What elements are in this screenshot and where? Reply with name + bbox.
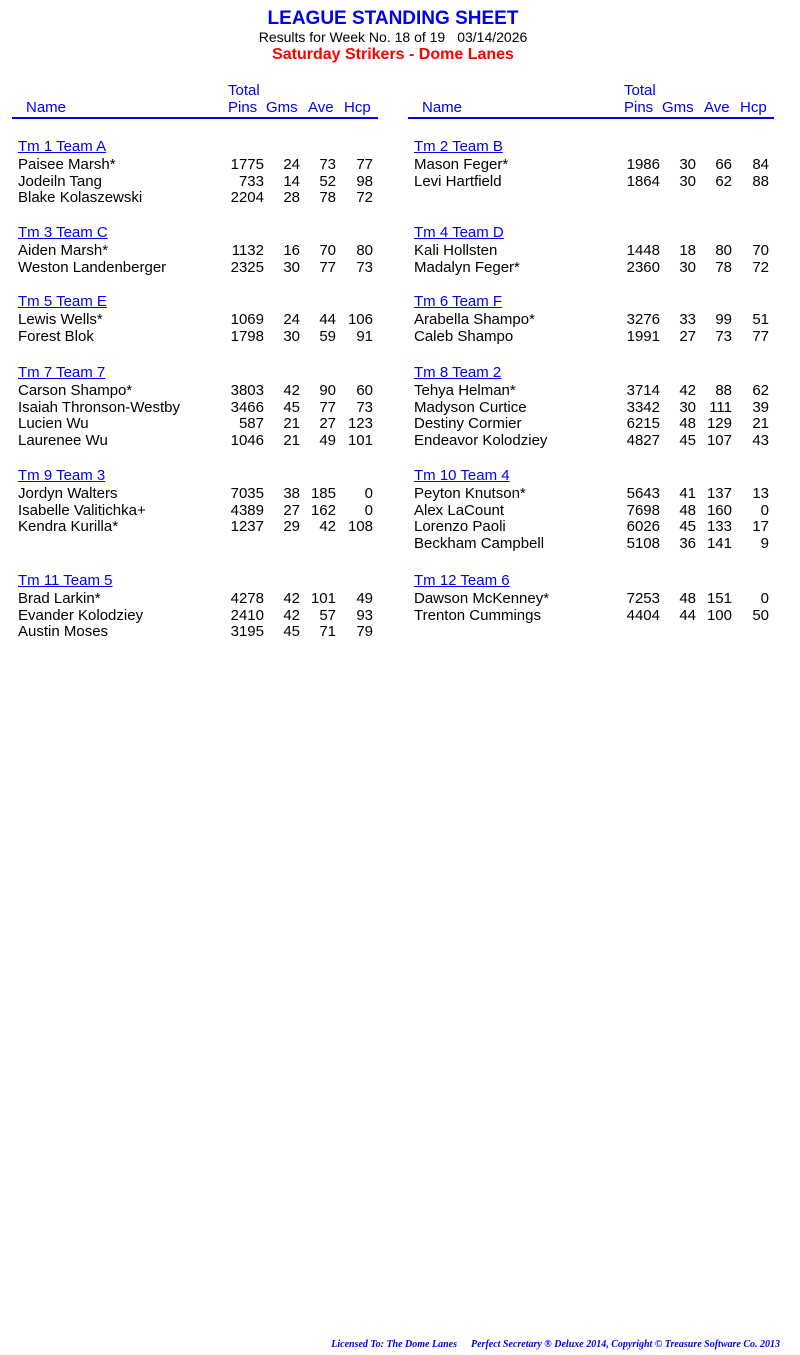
player-average: 77 [319, 258, 336, 276]
player-handicap: 80 [356, 242, 373, 259]
player-games: 14 [283, 172, 300, 190]
player-handicap: 79 [356, 623, 373, 641]
player-handicap: 0 [364, 485, 373, 502]
player-name: Evander Kolodziey [18, 606, 144, 624]
team-block [12, 571, 378, 641]
player-row [408, 503, 774, 520]
player-handicap: 51 [752, 311, 769, 328]
player-games: 33 [679, 311, 696, 328]
player-games: 42 [283, 606, 300, 624]
player-row [12, 486, 378, 503]
player-handicap: 0 [760, 501, 769, 519]
player-name: Lorenzo Paoli [414, 518, 506, 536]
team-name-link[interactable]: Tm 2 Team B [414, 138, 503, 155]
player-name: Kendra Kurilla* [18, 518, 119, 536]
player-row [12, 416, 378, 433]
player-row [12, 260, 378, 277]
team-block [12, 292, 378, 345]
player-row [12, 312, 378, 329]
league-name: Saturday Strikers - Dome Lanes [272, 46, 514, 63]
player-games: 48 [679, 501, 696, 519]
player-games: 42 [283, 382, 300, 399]
player-pins: 7035 [230, 485, 264, 502]
player-handicap: 108 [347, 518, 373, 536]
player-average: 80 [715, 242, 732, 259]
player-pins: 1132 [231, 242, 264, 259]
ave-header: Ave [704, 99, 730, 116]
player-handicap: 91 [356, 327, 373, 345]
player-row [12, 190, 378, 207]
player-pins: 3195 [230, 623, 264, 641]
player-row [408, 383, 774, 400]
player-handicap: 106 [347, 311, 373, 328]
player-pins: 5108 [626, 534, 660, 552]
team-name-link[interactable]: Tm 9 Team 3 [18, 467, 106, 484]
player-name: Mason Feger* [414, 156, 509, 173]
player-games: 21 [283, 431, 300, 449]
player-average: 59 [319, 327, 336, 345]
player-pins: 587 [238, 415, 264, 433]
player-pins: 2410 [230, 606, 264, 624]
player-pins: 733 [238, 172, 264, 190]
player-pins: 4389 [230, 501, 264, 519]
player-average: 52 [319, 172, 336, 190]
team-name-link[interactable]: Tm 11 Team 5 [18, 572, 113, 589]
player-name: Madyson Curtice [414, 398, 527, 416]
player-pins: 3803 [230, 382, 264, 399]
player-average: 88 [715, 382, 732, 399]
player-row [408, 433, 774, 450]
player-row [408, 536, 774, 553]
player-row [408, 243, 774, 260]
player-name: Isabelle Valitichka+ [18, 501, 146, 519]
player-name: Jodeiln Tang [18, 172, 102, 190]
player-handicap: 77 [356, 156, 373, 173]
player-name: Austin Moses [18, 623, 109, 641]
player-games: 29 [283, 518, 300, 536]
player-games: 41 [679, 485, 696, 502]
player-pins: 3466 [230, 398, 264, 416]
player-games: 16 [283, 242, 300, 259]
player-handicap: 62 [752, 382, 769, 399]
player-average: 137 [706, 485, 732, 502]
team-block [408, 223, 774, 276]
player-name: Caleb Shampo [414, 327, 514, 345]
player-average: 42 [319, 518, 336, 536]
player-handicap: 72 [356, 189, 373, 207]
player-average: 57 [319, 606, 336, 624]
player-games: 30 [283, 327, 300, 345]
player-name: Trenton Cummings [414, 606, 541, 624]
player-handicap: 0 [760, 590, 769, 607]
player-pins: 2325 [230, 258, 264, 276]
player-row [12, 157, 378, 174]
player-row [12, 503, 378, 520]
player-row [408, 312, 774, 329]
player-handicap: 9 [760, 534, 769, 552]
player-games: 45 [679, 518, 696, 536]
player-pins: 7253 [626, 590, 660, 607]
team-name-link[interactable]: Tm 1 Team A [18, 138, 107, 155]
player-pins: 1864 [626, 172, 660, 190]
player-handicap: 88 [752, 172, 769, 190]
player-row [12, 174, 378, 191]
player-average: 99 [715, 311, 732, 328]
name-header: Name [422, 99, 463, 116]
player-games: 24 [283, 311, 300, 328]
player-name: Blake Kolaszewski [18, 189, 143, 207]
player-name: Brad Larkin* [18, 590, 101, 607]
player-row [408, 486, 774, 503]
player-pins: 4278 [230, 590, 264, 607]
team-name-link[interactable]: Tm 5 Team E [18, 293, 107, 310]
team-block [408, 137, 774, 190]
pins-header: Pins [228, 99, 258, 116]
team-block [12, 137, 378, 207]
player-average: 162 [310, 501, 336, 519]
player-average: 71 [319, 623, 336, 641]
player-games: 27 [679, 327, 696, 345]
player-average: 62 [715, 172, 732, 190]
team-block [12, 223, 378, 276]
player-games: 38 [283, 485, 300, 502]
player-name: Aiden Marsh* [18, 242, 109, 259]
player-pins: 1237 [230, 518, 264, 536]
player-games: 30 [679, 156, 696, 173]
player-handicap: 123 [347, 415, 373, 433]
player-average: 70 [319, 242, 336, 259]
player-average: 107 [706, 431, 732, 449]
player-handicap: 73 [356, 258, 373, 276]
player-name: Madalyn Feger* [414, 258, 520, 276]
player-games: 28 [283, 189, 300, 207]
team-block [408, 571, 774, 624]
player-pins: 1991 [626, 327, 660, 345]
total-label: Total [228, 82, 260, 99]
team-block [12, 466, 378, 536]
left-column [12, 81, 378, 641]
player-games: 42 [679, 382, 696, 399]
footer [0, 1339, 780, 1350]
player-handicap: 73 [356, 398, 373, 416]
team-block [408, 466, 774, 552]
player-row [12, 519, 378, 536]
player-name: Endeavor Kolodziey [414, 431, 548, 449]
week-info [0, 29, 786, 45]
team-name-link[interactable]: Tm 10 Team 4 [414, 467, 510, 484]
player-pins: 1986 [626, 156, 660, 173]
hcp-header: Hcp [344, 99, 371, 116]
player-average: 100 [706, 606, 732, 624]
player-games: 48 [679, 590, 696, 607]
player-games: 30 [679, 258, 696, 276]
pins-header: Pins [624, 99, 654, 116]
player-pins: 1046 [230, 431, 264, 449]
player-handicap: 49 [356, 590, 373, 607]
player-games: 21 [283, 415, 300, 433]
player-handicap: 39 [752, 398, 769, 416]
player-average: 78 [715, 258, 732, 276]
player-row [408, 608, 774, 625]
player-games: 30 [679, 172, 696, 190]
player-average: 77 [319, 398, 336, 416]
player-row [408, 174, 774, 191]
player-average: 160 [706, 501, 732, 519]
player-games: 30 [283, 258, 300, 276]
player-name: Dawson McKenney* [414, 590, 550, 607]
player-row [408, 400, 774, 417]
player-row [12, 243, 378, 260]
team-block [12, 363, 378, 449]
player-pins: 2204 [230, 189, 264, 207]
team-name-link[interactable]: Tm 8 Team 2 [414, 364, 502, 381]
player-name: Lewis Wells* [18, 311, 103, 328]
gms-header: Gms [266, 99, 298, 116]
player-row [12, 433, 378, 450]
player-handicap: 50 [752, 606, 769, 624]
player-row [408, 416, 774, 433]
player-average: 90 [319, 382, 336, 399]
player-pins: 4404 [626, 606, 660, 624]
player-row [408, 591, 774, 608]
team-block [408, 292, 774, 345]
player-average: 185 [310, 485, 336, 502]
player-handicap: 101 [347, 431, 373, 449]
player-games: 36 [679, 534, 696, 552]
player-handicap: 98 [356, 172, 373, 190]
player-pins: 1069 [230, 311, 264, 328]
player-name: Jordyn Walters [18, 485, 118, 502]
player-games: 30 [679, 398, 696, 416]
player-pins: 2360 [626, 258, 660, 276]
player-games: 45 [283, 623, 300, 641]
player-handicap: 70 [752, 242, 769, 259]
player-handicap: 77 [752, 327, 769, 345]
player-row [12, 400, 378, 417]
player-handicap: 0 [364, 501, 373, 519]
player-name: Laurenee Wu [18, 431, 108, 449]
player-handicap: 17 [752, 518, 769, 536]
sheet-title: LEAGUE STANDING SHEET [267, 8, 519, 29]
column-header [12, 81, 378, 119]
player-handicap: 84 [752, 156, 769, 173]
player-name: Isaiah Thronson-Westby [18, 398, 181, 416]
license-text: Licensed To: The Dome Lanes [331, 1339, 457, 1350]
player-average: 151 [706, 590, 732, 607]
player-average: 27 [319, 415, 336, 433]
ave-header: Ave [308, 99, 334, 116]
player-average: 73 [319, 156, 336, 173]
team-name-link[interactable]: Tm 4 Team D [414, 224, 504, 241]
player-games: 42 [283, 590, 300, 607]
player-pins: 1798 [230, 327, 264, 345]
column-header [408, 81, 774, 119]
gms-header: Gms [662, 99, 694, 116]
total-label: Total [624, 82, 656, 99]
player-row [12, 624, 378, 641]
player-name: Forest Blok [18, 327, 94, 345]
hcp-header: Hcp [740, 99, 767, 116]
player-name: Destiny Cormier [414, 415, 522, 433]
player-average: 78 [319, 189, 336, 207]
player-average: 141 [706, 534, 732, 552]
player-handicap: 13 [752, 485, 769, 502]
player-name: Weston Landenberger [18, 258, 167, 276]
player-pins: 6026 [626, 518, 660, 536]
player-pins: 3714 [626, 382, 660, 399]
player-games: 24 [283, 156, 300, 173]
player-name: Peyton Knutson* [414, 485, 526, 502]
player-games: 27 [283, 501, 300, 519]
player-row [12, 329, 378, 346]
player-games: 45 [679, 431, 696, 449]
player-average: 44 [319, 311, 336, 328]
player-row [408, 519, 774, 536]
team-name-link[interactable]: Tm 7 Team 7 [18, 364, 106, 381]
player-handicap: 72 [752, 258, 769, 276]
player-games: 44 [679, 606, 696, 624]
player-pins: 4827 [626, 431, 660, 449]
player-row [12, 608, 378, 625]
player-pins: 3342 [626, 398, 660, 416]
player-name: Beckham Campbell [414, 534, 545, 552]
player-row [408, 260, 774, 277]
copyright-text: Perfect Secretary ® Deluxe 2014, Copyright © Treasure Software Co. 2013 [471, 1339, 780, 1350]
player-games: 48 [679, 415, 696, 433]
player-pins: 1448 [626, 242, 660, 259]
player-name: Carson Shampo* [18, 382, 133, 399]
player-pins: 6215 [626, 415, 660, 433]
player-average: 73 [715, 327, 732, 345]
name-header: Name [26, 99, 67, 116]
week-text: Results for Week No. 18 of 19 [258, 29, 446, 45]
player-row [12, 383, 378, 400]
sheet-date: 03/14/2026 [457, 29, 528, 45]
player-average: 129 [706, 415, 732, 433]
player-average: 66 [715, 156, 732, 173]
player-name: Lucien Wu [18, 415, 89, 433]
player-pins: 3276 [626, 311, 660, 328]
player-handicap: 60 [356, 382, 373, 399]
player-handicap: 21 [752, 415, 769, 433]
player-average: 49 [319, 431, 336, 449]
team-name-link[interactable]: Tm 3 Team C [18, 224, 108, 241]
player-handicap: 93 [356, 606, 373, 624]
team-block [408, 363, 774, 449]
right-column [408, 81, 774, 624]
player-average: 101 [310, 590, 336, 607]
player-pins: 5643 [626, 485, 660, 502]
player-games: 45 [283, 398, 300, 416]
player-handicap: 43 [752, 431, 769, 449]
player-name: Tehya Helman* [414, 382, 516, 399]
player-row [12, 591, 378, 608]
player-name: Kali Hollsten [414, 242, 498, 259]
player-pins: 7698 [626, 501, 660, 519]
team-name-link[interactable]: Tm 6 Team F [414, 293, 503, 310]
player-row [408, 329, 774, 346]
player-average: 133 [706, 518, 732, 536]
player-games: 18 [679, 242, 696, 259]
player-average: 111 [709, 398, 732, 416]
player-name: Alex LaCount [414, 501, 505, 519]
player-row [408, 157, 774, 174]
player-name: Levi Hartfield [414, 172, 502, 190]
player-name: Paisee Marsh* [18, 156, 116, 173]
player-pins: 1775 [230, 156, 264, 173]
player-name: Arabella Shampo* [414, 311, 535, 328]
team-name-link[interactable]: Tm 12 Team 6 [414, 572, 510, 589]
